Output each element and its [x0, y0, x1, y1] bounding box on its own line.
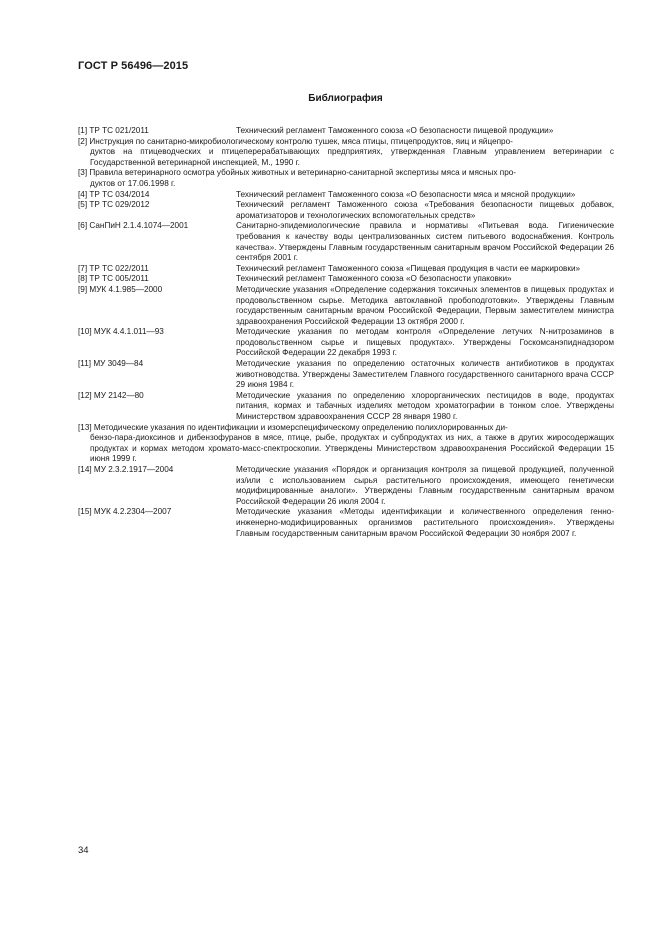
entry-continuation: дуктов на птицеводческих и птицеперерабатывающих предприятиях, утвержденная Главным управлением ветеринарии с Государственной ветеринарной инспекцией, М., 1990 г.: [90, 147, 614, 167]
bibliography-entry: [78, 391, 614, 423]
entry-code: [12] МУ 2142—80: [78, 390, 144, 400]
bibliography-entry: [78, 264, 614, 275]
entry-code: [15] МУК 4.2.2304—2007: [78, 507, 172, 517]
entry-description: Методические указания по определению остаточных количеств антибиотиков в продуктах животноводства. Утверждены Заместителем Главного государственного санитарного врача СССР 29 июня 1984 г.: [236, 359, 614, 390]
entry-description: Технический регламент Таможенного союза «О безопасности мяса и мясной продукции»: [236, 189, 576, 199]
entry-description: Технический регламент Таможенного союза «О безопасности пищевой продукции»: [236, 126, 554, 135]
bibliography-entry: [78, 507, 614, 539]
entry-description: Технический регламент Таможенного союза «Требования безопасности пищевых добавок, ароматизаторов и технологических вспомогательных средств»: [236, 200, 614, 220]
entry-code: [10] МУК 4.4.1.011—93: [78, 327, 164, 337]
bibliography-entry: [78, 221, 614, 263]
entry-continuation: бензо-пара-диоксинов и дибензофуранов в мясе, птице, рыбе, продуктах и субпродуктах из них, а также в других жиросодержащих продуктах и кормах методом хромато-масс-спектроскопии. Утверждены Министерством здравоохранения Российской Федерации 15 июня 1999 г.: [90, 433, 614, 464]
bibliography-list: [78, 126, 614, 539]
entry-first-line: [3] Правила ветеринарного осмотра убойных животных и ветеринарно-санитарной экспертизы мяса и мясных про-: [78, 168, 517, 178]
bibliography-entry: [78, 168, 614, 189]
bibliography-entry: [78, 137, 614, 169]
entry-code: [4] ТР ТС 034/2014: [78, 189, 150, 199]
entry-first-line: [2] Инструкция по санитарно-микробиологическому контролю тушек, мяса птицы, птицепродуктов, яиц и яйцепро-: [78, 136, 513, 146]
entry-code: [7] ТР ТС 022/2011: [78, 263, 149, 273]
entry-first-line: [13] Методические указания по идентификации и изомерспецифическому определению полихлорированных ди-: [78, 422, 508, 432]
entry-description: Санитарно-эпидемиологические правила и нормативы «Питьевая вода. Гигиенические требования к качеству воды централизованных систем питьевого водоснабжения. Контроль качества». Утверждены Главным государственным санитарным врачом Российской Федерации 26 сентября 2001 г.: [236, 221, 614, 263]
entry-description: Технический регламент Таможенного союза «О безопасности упаковки»: [236, 274, 512, 284]
entry-code: [11] МУ 3049—84: [78, 359, 144, 369]
bibliography-entry: [78, 126, 614, 137]
bibliography-entry: [78, 190, 614, 201]
bibliography-entry: [78, 285, 614, 327]
bibliography-entry: [78, 359, 614, 391]
entry-code: [6] СанПиН 2.1.4.1074—2001: [78, 221, 189, 231]
entry-description: Методические указания «Определение содержания токсичных элементов в пищевых продуктах и продовольственном сырье. Методика автоклавной пробоподготовки». Утверждены Главным государственным санитарным врачом Российской Федерации, Первым заместителем министра здравоохранения Российской Федерации 13 октября 2000 г.: [236, 284, 614, 326]
entry-code: [1] ТР ТС 021/2011: [78, 126, 149, 135]
entry-code: [5] ТР ТС 029/2012: [78, 200, 150, 210]
entry-code: [9] МУК 4.1.985—2000: [78, 284, 163, 294]
page-title: Библиография: [308, 93, 383, 104]
document-header: ГОСТ Р 56496—2015: [78, 60, 189, 72]
page-number: 34: [78, 845, 89, 856]
entry-description: Технический регламент Таможенного союза «Пищевая продукция в части ее маркировки»: [236, 263, 581, 273]
entry-description: Методические указания по методам контроля «Определение летучих N-нитрозаминов в продовольственном сырье и пищевых продуктах». Утверждены Госкомсанэпиднадзором Российской Федерации 22 декабря 1993 г.: [236, 327, 614, 358]
entry-code: [14] МУ 2.3.2.1917—2004: [78, 465, 174, 474]
bibliography-entry: [78, 327, 614, 359]
bibliography-entry: [78, 274, 614, 285]
bibliography-entry: [78, 465, 614, 507]
bibliography-entry: [78, 200, 614, 221]
entry-continuation: дуктов от 17.06.1998 г.: [90, 178, 176, 188]
entry-description: Методические указания «Методы идентификации и количественного определения генно-инженерно-модифицированных организмов растительного происхождения». Утверждены Главным государственным санитарным врачом Российской Федерации 30 ноября 2007 г.: [236, 507, 614, 538]
bibliography-entry: [78, 423, 614, 465]
entry-description: Методические указания «Порядок и организация контроля за пищевой продукцией, полученной из/или с использованием сырья растительного происхождения, имеющего генетически модифицированные аналоги». Утверждены Главным государственным санитарным врачом Российской Федерации 26 июля 2004 г.: [236, 465, 614, 506]
entry-code: [8] ТР ТС 005/2011: [78, 274, 149, 284]
entry-description: Методические указания по определению хлорорганических пестицидов в воде, продуктах питания, кормах и табачных изделиях методом хроматографии в тонком слое. Утверждены Министерством здравоохранения СССР 28 января 1980 г.: [236, 390, 614, 422]
